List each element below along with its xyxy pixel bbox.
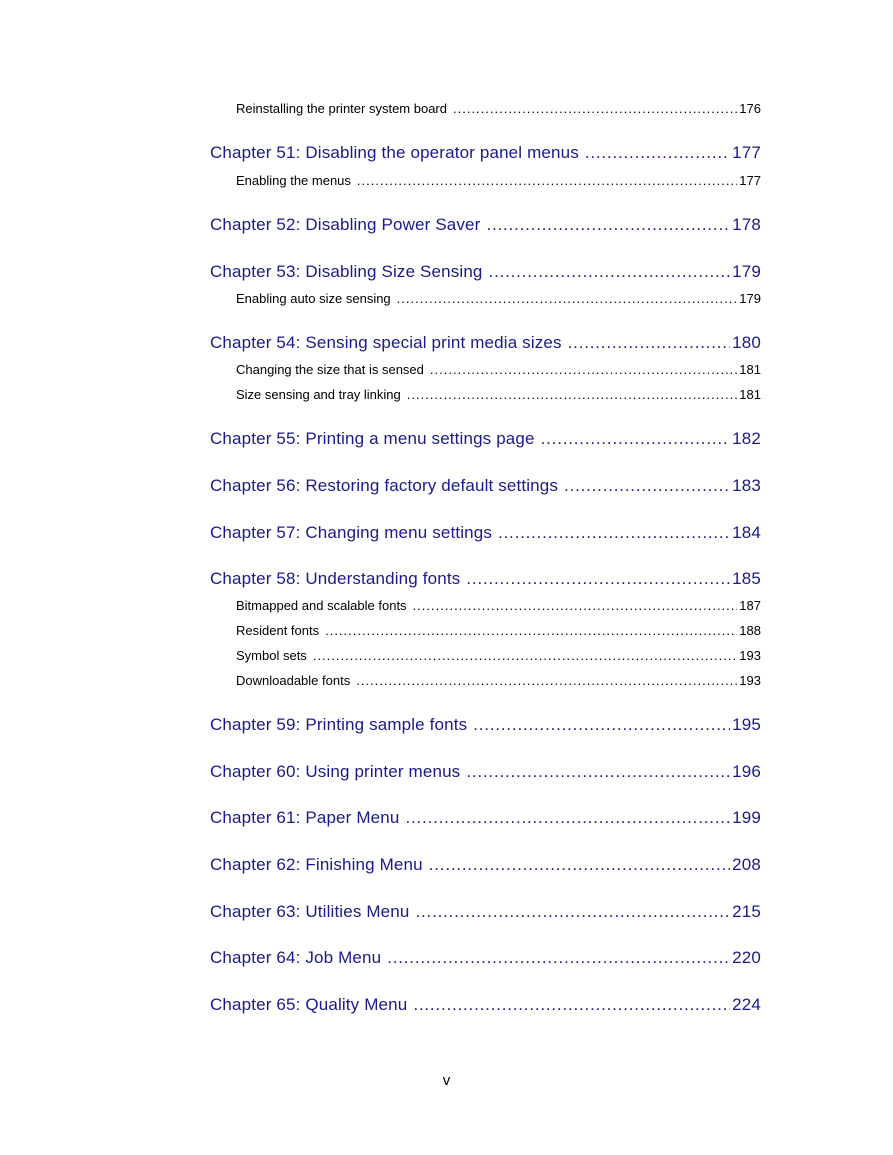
toc-entry-page-number: 183 (732, 476, 761, 495)
toc-entry-title: Size sensing and tray linking (236, 387, 401, 402)
dot-leader (486, 215, 730, 235)
dot-leader (405, 808, 730, 828)
toc-entry-title: Enabling auto size sensing (236, 291, 391, 306)
toc-chapter-entry[interactable] (210, 215, 761, 235)
toc-chapter-entry[interactable] (210, 262, 761, 282)
toc-entry-page-number: 220 (732, 948, 761, 967)
dot-leader (564, 476, 730, 496)
toc-chapter-entry[interactable] (210, 948, 761, 968)
toc-entry-title: Chapter 53: Disabling Size Sensing (210, 262, 483, 281)
toc-entry-page-number: 177 (732, 143, 761, 162)
toc-chapter-entry[interactable] (210, 855, 761, 875)
toc-entry-title: Chapter 56: Restoring factory default settings (210, 476, 559, 495)
toc-section-entry[interactable] (236, 291, 761, 306)
toc-entry-title: Chapter 52: Disabling Power Saver (210, 215, 481, 234)
toc-entry-title: Chapter 54: Sensing special print media sizes (210, 333, 562, 352)
toc-chapter-entry[interactable] (210, 333, 761, 353)
dot-leader (430, 362, 737, 377)
toc-section-entry[interactable] (236, 673, 761, 688)
toc-entry-title: Changing the size that is sensed (236, 362, 424, 377)
toc-entry-title: Chapter 60: Using printer menus (210, 762, 461, 781)
toc-chapter-entry[interactable] (210, 143, 761, 163)
dot-leader (356, 673, 737, 688)
toc-entry-title: Bitmapped and scalable fonts (236, 598, 407, 613)
toc-entry-page-number: 178 (732, 215, 761, 234)
toc-chapter-entry[interactable] (210, 762, 761, 782)
toc-entry-page-number: 181 (739, 387, 761, 402)
toc-entry-page-number: 177 (739, 173, 761, 188)
toc-entry-title: Reinstalling the printer system board (236, 101, 447, 116)
toc-entry-page-number: 208 (732, 855, 761, 874)
dot-leader (313, 648, 737, 663)
toc-chapter-entry[interactable] (210, 808, 761, 828)
toc-entry-page-number: 179 (732, 262, 761, 281)
dot-leader (325, 623, 737, 638)
dot-leader (568, 333, 731, 353)
toc-entry-page-number: 199 (732, 808, 761, 827)
toc-section-entry[interactable] (236, 362, 761, 377)
toc-entry-page-number: 193 (739, 673, 761, 688)
dot-leader (453, 101, 737, 116)
toc-entry-title: Chapter 63: Utilities Menu (210, 902, 410, 921)
toc-entry-title: Chapter 61: Paper Menu (210, 808, 400, 827)
toc-entry-title: Enabling the menus (236, 173, 351, 188)
toc-chapter-entry[interactable] (210, 429, 761, 449)
toc-section-entry[interactable] (236, 101, 761, 116)
toc-entry-page-number: 176 (739, 101, 761, 116)
toc-entry-page-number: 196 (732, 762, 761, 781)
toc-entry-title: Chapter 59: Printing sample fonts (210, 715, 468, 734)
toc-entry-page-number: 185 (732, 569, 761, 588)
dot-leader (498, 523, 730, 543)
toc-chapter-entry[interactable] (210, 995, 761, 1015)
toc-entry-page-number: 224 (732, 995, 761, 1014)
dot-leader (541, 429, 731, 449)
toc-section-entry[interactable] (236, 173, 761, 188)
toc-entry-title: Chapter 62: Finishing Menu (210, 855, 423, 874)
toc-entry-page-number: 188 (739, 623, 761, 638)
toc-entry-title: Downloadable fonts (236, 673, 351, 688)
toc-entry-title: Symbol sets (236, 648, 307, 663)
dot-leader (357, 173, 737, 188)
toc-entry-page-number: 182 (732, 429, 761, 448)
toc-entry-title: Chapter 65: Quality Menu (210, 995, 408, 1014)
dot-leader (416, 902, 731, 922)
toc-section-entry[interactable] (236, 387, 761, 402)
toc-entry-page-number: 195 (732, 715, 761, 734)
dot-leader (429, 855, 730, 875)
toc-entry-title: Chapter 58: Understanding fonts (210, 569, 461, 588)
dot-leader (387, 948, 730, 968)
page-number: v (442, 1072, 451, 1089)
toc-entry-title: Chapter 64: Job Menu (210, 948, 382, 967)
toc-entry-page-number: 184 (732, 523, 761, 542)
dot-leader (489, 262, 731, 282)
dot-leader (585, 143, 730, 163)
toc-entry-title: Chapter 57: Changing menu settings (210, 523, 492, 542)
toc-entry-page-number: 180 (732, 333, 761, 352)
toc-chapter-entry[interactable] (210, 476, 761, 496)
toc-entry-title: Resident fonts (236, 623, 320, 638)
toc-chapter-entry[interactable] (210, 902, 761, 922)
toc-entry-page-number: 187 (739, 598, 761, 613)
dot-leader (407, 387, 738, 402)
dot-leader (466, 569, 730, 589)
dot-leader (397, 291, 738, 306)
toc-entry-page-number: 215 (732, 902, 761, 921)
toc-section-entry[interactable] (236, 623, 761, 638)
toc-chapter-entry[interactable] (210, 523, 761, 543)
toc-section-entry[interactable] (236, 648, 761, 663)
dot-leader (466, 762, 730, 782)
toc-entry-page-number: 193 (739, 648, 761, 663)
dot-leader (473, 715, 730, 735)
dot-leader (413, 995, 730, 1015)
toc-entry-page-number: 181 (739, 362, 761, 377)
toc-chapter-entry[interactable] (210, 715, 761, 735)
dot-leader (413, 598, 738, 613)
toc-chapter-entry[interactable] (210, 569, 761, 589)
toc-entry-title: Chapter 55: Printing a menu settings page (210, 429, 535, 448)
toc-section-entry[interactable] (236, 598, 761, 613)
toc-entry-page-number: 179 (739, 291, 761, 306)
toc-entry-title: Chapter 51: Disabling the operator panel menus (210, 143, 579, 162)
